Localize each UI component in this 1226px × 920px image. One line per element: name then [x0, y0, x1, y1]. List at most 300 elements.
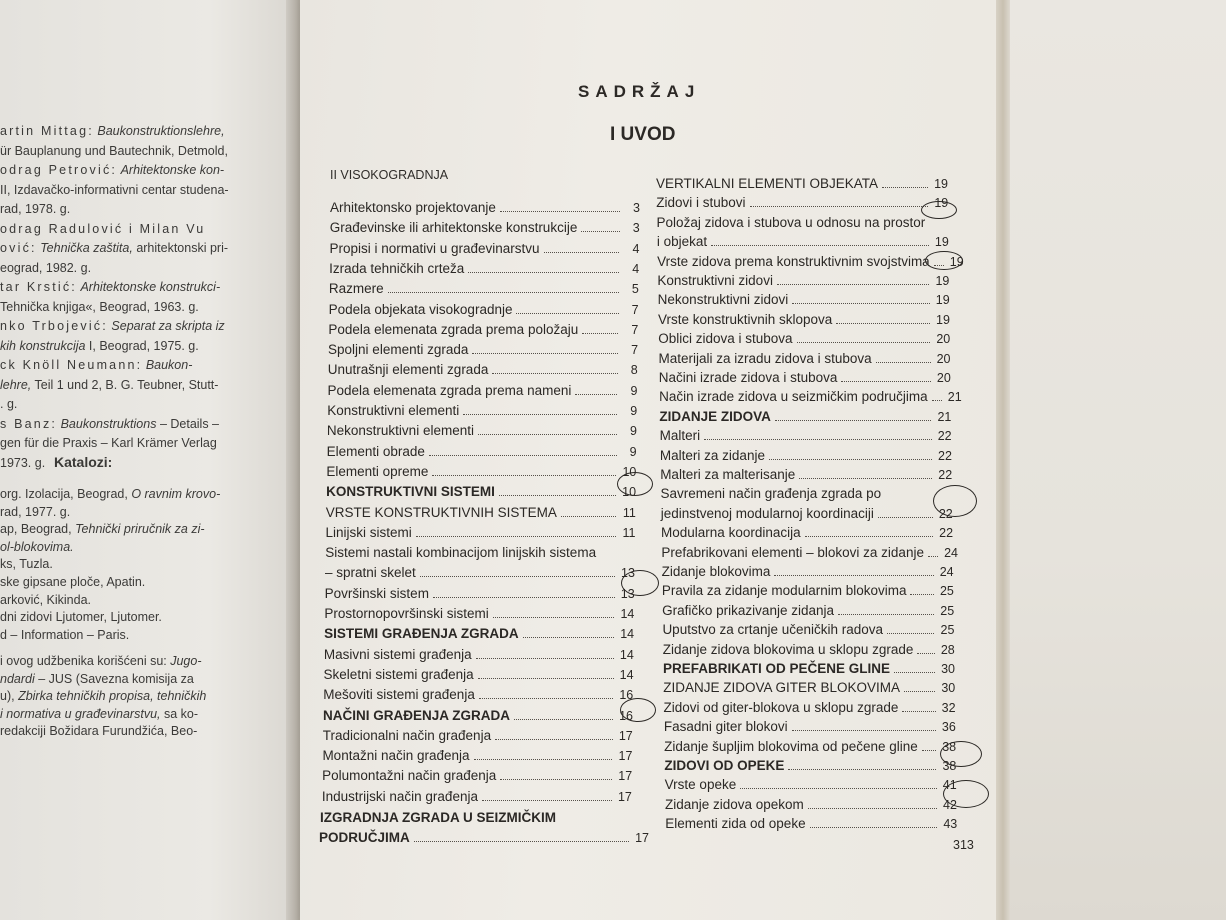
toc-entry: [324, 626, 634, 642]
toc-page-number: 20: [936, 351, 951, 366]
dot-leader: [582, 322, 618, 334]
line-fragment: II, Izdavačko-informativni centar studena-: [0, 182, 229, 197]
toc-entry: [662, 583, 954, 599]
toc-page-number: 4: [632, 261, 640, 276]
line-fragment: 1973. g.: [0, 455, 46, 470]
line-fragment: . g.: [0, 397, 18, 411]
bibliography-line: [0, 540, 74, 554]
toc-entry: [326, 505, 636, 521]
line-fragment: Separat za skripta iz: [111, 319, 225, 333]
dot-leader: [740, 777, 936, 789]
toc-entry-title: Vrste konstruktivnih sklopova: [657, 311, 833, 327]
toc-entry: [329, 302, 639, 318]
toc-entry-title: Masivni sistemi građenja: [323, 646, 472, 662]
line-fragment: Tehnička knjiga«, Beograd, 1963. g.: [0, 299, 199, 314]
dot-leader: [493, 606, 615, 618]
toc-entry: [325, 586, 635, 602]
toc-entry-title: Tradicionalni način građenja: [322, 727, 492, 743]
toc-entry-title: ZIDANJE ZIDOVA GITER BLOKOVIMA: [663, 680, 901, 696]
toc-entry-title: Površinski sistem: [324, 585, 429, 601]
dot-leader: [777, 273, 929, 285]
toc-page-number: 43: [943, 817, 958, 832]
toc-page-number: 13: [620, 586, 635, 601]
toc-page-number: 22: [939, 526, 954, 541]
toc-page-number: 3: [632, 221, 640, 236]
pen-circle-mark: [940, 741, 982, 767]
toc-page-number: 42: [943, 797, 957, 812]
dot-leader: [474, 748, 613, 760]
toc-entry: [661, 506, 953, 522]
toc-entry: [663, 661, 955, 677]
toc-page-number: 16: [619, 708, 633, 723]
toc-entry: [664, 700, 956, 716]
pen-circle-mark: [925, 251, 963, 270]
toc-entry-title: Nekonstruktivni elementi: [326, 423, 474, 439]
bibliography-line: [0, 339, 199, 353]
toc-entry: [658, 331, 950, 347]
toc-page-number: 19: [935, 293, 950, 308]
dot-leader: [479, 687, 613, 699]
dot-leader: [478, 423, 617, 435]
toc-entry: [327, 383, 637, 399]
toc-entry-title: ZIDANJE ZIDOVA: [659, 408, 771, 424]
toc-entry-title: Zidanje zidova opekom: [664, 796, 804, 812]
toc-entry-title: Zidanje blokovima: [661, 564, 771, 579]
dot-leader: [876, 351, 931, 363]
dot-leader: [544, 241, 620, 253]
toc-page-number: 9: [630, 383, 638, 398]
toc-entry-title: Malteri za zidanje: [659, 447, 765, 463]
dot-leader: [769, 448, 932, 460]
toc-entry-seizmicki-a: IZGRADNJA ZGRADA U SEIZMIČKIM: [320, 810, 556, 825]
toc-entry: [661, 525, 953, 541]
toc-page-number: 25: [940, 623, 955, 638]
bibliography-line: [0, 628, 129, 642]
toc-entry: [657, 273, 949, 289]
toc-page-number: 11: [622, 525, 636, 540]
bibliography-line: [0, 241, 228, 255]
dot-leader: [420, 565, 615, 577]
toc-entry-title: Polumontažni način građenja: [322, 768, 497, 784]
line-fragment: eograd, 1982. g.: [0, 260, 92, 275]
dot-leader: [711, 234, 929, 246]
toc-entry-title: Mešoviti sistemi građenja: [323, 687, 475, 703]
toc-entry: [324, 606, 634, 622]
bibliography-line: [0, 505, 70, 519]
toc-page-number: 19: [934, 235, 949, 250]
page-number: 313: [953, 838, 974, 852]
toc-entry-title: ZIDOVI OD OPEKE: [664, 758, 785, 773]
toc-entry: [327, 423, 637, 439]
toc-page-number: 13: [621, 566, 635, 581]
dot-leader: [495, 728, 613, 740]
toc-entry-title: Modularna koordinacija: [661, 525, 801, 541]
toc-page-number: 5: [631, 282, 639, 297]
toc-entry-title: Oblici zidova i stubova: [658, 331, 793, 347]
toc-page-number: 17: [618, 728, 633, 743]
bibliography-line: [0, 124, 225, 138]
bibliography-line: [0, 144, 228, 158]
line-fragment: gen für die Praxis – Karl Krämer Verlag: [0, 436, 217, 450]
dot-leader: [836, 312, 930, 324]
toc-page-number: 19: [936, 312, 950, 327]
dot-leader: [775, 409, 931, 421]
toc-entry: [329, 281, 639, 297]
dot-leader: [887, 622, 934, 634]
toc-entry-title: Konstruktivni elementi: [327, 403, 460, 418]
line-fragment: rad, 1977. g.: [0, 504, 71, 519]
bibliography-line: [0, 557, 53, 571]
toc-entry-title: Unutrašnji elementi zgrada: [327, 362, 489, 378]
bibliography-line: [0, 280, 220, 294]
toc-entry: [665, 797, 957, 813]
toc-page-number: 21: [947, 390, 962, 405]
dot-leader: [904, 680, 935, 692]
toc-entry-title: – spratni skelet: [324, 565, 416, 581]
line-fragment: rad, 1978. g.: [0, 202, 71, 216]
toc-entry: [663, 642, 955, 658]
toc-entry: [327, 403, 637, 419]
dot-leader: [704, 428, 931, 440]
toc-entry-title: Elementi zida od opeke: [665, 816, 806, 832]
toc-entry: [660, 428, 952, 444]
toc-entry-title: Nekonstruktivni zidovi: [657, 292, 789, 308]
line-fragment: Arhitektonske konstrukci-: [80, 280, 221, 294]
toc-entry: [326, 525, 636, 541]
line-fragment: artin Mittag:: [0, 124, 94, 138]
toc-page-number: 24: [939, 565, 954, 579]
dot-leader: [500, 768, 612, 780]
dot-leader: [416, 525, 616, 537]
line-fragment: O ravnim krovo-: [131, 487, 221, 501]
dot-leader: [932, 389, 942, 401]
toc-entry-title: Konstruktivni zidovi: [657, 273, 773, 288]
bibliography-line: [0, 724, 197, 738]
dot-leader: [472, 342, 618, 354]
bibliography-line: [0, 522, 205, 536]
pen-circle-mark: [943, 780, 989, 808]
line-fragment: Tehnički priručnik za zi-: [75, 522, 205, 537]
dot-leader: [432, 464, 616, 476]
toc-page-number: 38: [942, 739, 957, 754]
toc-entry: [327, 444, 637, 460]
line-fragment: – JUS (Savezna komisija za: [34, 671, 194, 686]
toc-page-number: 9: [629, 424, 637, 439]
line-fragment: d – Information – Paris.: [0, 627, 130, 642]
toc-entry-title: Propisi i normativi u građevinarstvu: [329, 240, 540, 256]
toc-entry-title: VERTIKALNI ELEMENTI OBJEKATA: [656, 176, 879, 191]
toc-page-number: 14: [619, 647, 634, 662]
toc-page-number: 22: [938, 468, 953, 482]
line-fragment: i normativa u građevinarstvu,: [0, 706, 161, 721]
toc-entry: [324, 647, 634, 663]
toc-page-number: 19: [934, 196, 949, 211]
dot-leader: [750, 195, 929, 207]
toc-entry: [328, 322, 638, 338]
line-fragment: – Details –: [156, 416, 219, 431]
toc-entry: [663, 680, 955, 696]
dot-leader: [928, 545, 938, 557]
toc-entry: [329, 241, 639, 257]
toc-entry-title: Elementi obrade: [326, 443, 425, 459]
toc-entry: [322, 789, 632, 805]
toc-page-number: 10: [622, 485, 637, 500]
line-fragment: redakciji Božidara Furundžića, Beo-: [0, 724, 198, 739]
dot-leader: [463, 403, 617, 415]
toc-entry: [324, 667, 634, 683]
line-fragment: Jugo-: [170, 654, 202, 668]
pen-circle-mark: [621, 570, 659, 596]
toc-entry-title: Malteri: [659, 428, 701, 444]
toc-entry-title: Podela elemenata zgrada prema položaju: [328, 321, 579, 337]
toc-entry: [657, 234, 949, 250]
dot-leader: [581, 220, 619, 232]
toc-page-number: 8: [630, 363, 638, 378]
dot-leader: [902, 700, 935, 712]
pen-circle-mark: [617, 472, 653, 496]
toc-page-number: 30: [941, 662, 955, 676]
toc-entry: [658, 292, 950, 308]
dot-leader: [482, 789, 612, 801]
toc-page-number: 24: [944, 545, 958, 560]
toc-page-number: 38: [942, 759, 957, 773]
toc-entry: [323, 687, 633, 703]
toc-entry: [330, 200, 640, 216]
toc-entry-title: Način izrade zidova u seizmičkim područjima: [659, 389, 928, 405]
dot-leader: [514, 708, 613, 720]
toc-entry: [325, 565, 635, 581]
toc-page-number: 17: [618, 769, 633, 784]
toc-entry-title: KONSTRUKTIVNI SISTEMI: [326, 484, 495, 500]
toc-entry: [662, 603, 954, 619]
toc-entry-title: Uputstvo za crtanje učeničkih radova: [662, 622, 884, 638]
toc-page-number: 22: [938, 506, 953, 521]
line-fragment: arković, Kikinda.: [0, 592, 92, 607]
toc-entry: [656, 176, 948, 192]
toc-entry-title: Izrada tehničkih crteža: [329, 260, 465, 276]
toc-entry-title: Materijali za izradu zidova i stubova: [658, 350, 872, 366]
dot-leader: [388, 281, 619, 293]
toc-entry: [659, 370, 951, 386]
toc-page-number: 19: [935, 274, 950, 288]
toc-entry: [656, 195, 948, 211]
toc-entry: [661, 544, 958, 561]
line-fragment: odrag Radulović i Milan Vu: [0, 221, 206, 236]
toc-entry: [328, 342, 638, 358]
pen-circle-mark: [620, 698, 656, 722]
toc-page-number: 20: [936, 332, 951, 347]
toc-entry: [326, 484, 636, 500]
line-fragment: ndardi: [0, 671, 35, 686]
line-fragment: Baukon-: [145, 358, 193, 372]
bibliography-line: [0, 456, 45, 470]
pen-circle-mark: [921, 201, 957, 219]
toc-entry-title: Montažni način građenja: [322, 748, 470, 764]
section-title: I UVOD: [610, 124, 676, 145]
bibliography-line: [0, 707, 198, 721]
toc-entry: [330, 220, 640, 236]
toc-page-number: 10: [622, 464, 637, 479]
toc-entry: [662, 622, 954, 638]
left-page: [0, 0, 300, 920]
toc-entry: [659, 409, 951, 425]
line-fragment: tar Krstić:: [0, 280, 77, 294]
toc-entry-title: Fasadni giter blokovi: [663, 719, 788, 735]
toc-entry-title: Zidanje šupljim blokovima od pečene gline: [664, 738, 918, 754]
toc-entry-title: Industrijski način građenja: [321, 788, 478, 804]
dot-leader: [561, 505, 616, 517]
toc-entry-title: Zidanje zidova blokovima u sklopu zgrade: [662, 641, 914, 657]
dot-leader: [468, 261, 619, 273]
bibliography-line: [0, 689, 206, 703]
toc-page-number: 36: [941, 720, 956, 735]
line-fragment: u),: [0, 689, 19, 704]
line-fragment: Tehnička zaštita,: [40, 241, 133, 255]
bibliography-line: [0, 163, 224, 177]
toc-entry-title: Zidovi od giter-blokova u sklopu zgrade: [663, 699, 899, 715]
toc-entry-title: Prostornopovršinski sistemi: [324, 606, 489, 621]
toc-entry-title: Linijski sistemi: [325, 524, 412, 540]
dot-leader: [838, 603, 934, 615]
toc-entry: Sistemi nastali kombinacijom linijskih sistema: [325, 545, 597, 561]
line-fragment: org. Izolacija, Beograd,: [0, 487, 132, 501]
dot-leader: [882, 176, 928, 188]
bibliography-line: [0, 300, 199, 314]
line-fragment: lehre,: [0, 377, 32, 392]
bibliography-line: [0, 436, 217, 450]
line-fragment: s Banz:: [0, 416, 58, 431]
toc-page-number: 19: [949, 254, 964, 269]
toc-entry: [664, 739, 956, 755]
pen-circle-mark: [933, 485, 977, 517]
bibliography-line: [0, 183, 229, 197]
line-fragment: Baukonstruktions: [60, 416, 157, 431]
toc-entry: [328, 362, 638, 378]
bibliography-line: [0, 417, 219, 431]
line-fragment: ović:: [0, 241, 37, 255]
column-heading: II VISOKOGRADNJA: [330, 168, 449, 182]
toc-page-number: 22: [937, 429, 952, 444]
toc-entry: [659, 389, 962, 405]
bibliography-line: [0, 202, 70, 216]
bibliography-line: [0, 222, 205, 236]
toc-entry-title: Građevinske ili arhitektonske konstrukcije: [329, 220, 578, 236]
toc-entry: [665, 777, 957, 793]
toc-entry-title: jedinstvenoj modularnoj koordinaciji: [660, 505, 874, 521]
dot-leader: [917, 642, 934, 654]
toc-page-number: 30: [941, 681, 956, 696]
toc-entry: [329, 261, 639, 277]
toc-page-number: 28: [940, 642, 955, 657]
dot-leader: [799, 467, 932, 479]
bibliography-line: [0, 319, 225, 333]
dot-leader: [878, 506, 933, 518]
toc-entry-title: Načini izrade zidova i stubova: [658, 370, 838, 385]
bibliography-line: [0, 654, 202, 668]
dot-leader: [429, 444, 617, 456]
bibliography-line: [0, 672, 194, 686]
line-fragment: ol-blokovima.: [0, 539, 74, 554]
line-fragment: sa ko-: [160, 706, 199, 721]
toc-entry-title: PREFABRIKATI OD PEČENE GLINE: [663, 661, 891, 676]
dot-leader: [894, 661, 935, 673]
toc-title: SADRŽAJ: [578, 82, 701, 101]
dot-leader: [841, 370, 930, 382]
dot-leader: [788, 758, 936, 770]
toc-page-number: 17: [618, 749, 633, 764]
toc-page-number: 16: [619, 688, 634, 703]
toc-page-number: 25: [940, 603, 955, 618]
toc-entry-title: SISTEMI GRAĐENJA ZGRADA: [324, 626, 519, 642]
bibliography-line: [0, 610, 162, 624]
toc-page-number: 17: [617, 789, 632, 804]
toc-entry-title: Zidovi i stubovi: [656, 195, 746, 211]
toc-entry-title: Arhitektonsko projektovanje: [330, 200, 496, 215]
line-fragment: I, Beograd, 1975. g.: [85, 338, 199, 353]
toc-entry-title: Skeletni sistemi građenja: [323, 666, 474, 682]
line-fragment: dni zidovi Ljutomer, Ljutomer.: [0, 610, 162, 625]
toc-entry-seizmicki-b: PODRUČJIMA 17: [319, 830, 649, 845]
bibliography-line: [0, 378, 218, 392]
line-fragment: ks, Tuzla.: [0, 557, 53, 572]
toc-entry: [659, 351, 951, 367]
dot-leader: [478, 667, 614, 679]
toc-entry-title: Elementi opreme: [326, 463, 429, 479]
toc-entry: [658, 312, 950, 328]
toc-entry: [662, 564, 954, 580]
toc-entry: [664, 719, 956, 735]
line-fragment: ck Knöll Neumann:: [0, 358, 143, 372]
dot-leader: [523, 626, 614, 638]
toc-entry: [664, 758, 956, 774]
dot-leader: [499, 484, 616, 496]
toc-entry-title: Vrste zidova prema konstruktivnim svojstvima: [657, 253, 930, 269]
dot-leader: [492, 362, 617, 374]
toc-page-number: 14: [620, 607, 635, 621]
toc-entry: [322, 768, 632, 784]
bibliography-line: [0, 261, 91, 275]
dot-leader: [810, 816, 938, 828]
toc-page-number: 41: [942, 778, 957, 793]
dot-leader: [792, 292, 929, 304]
dot-leader: [797, 331, 931, 343]
dot-leader: [516, 302, 618, 314]
toc-page-number: 14: [619, 667, 634, 682]
line-fragment: nko Trbojević:: [0, 319, 108, 333]
toc-entry-title: Pravila za zidanje modularnim blokovima: [661, 583, 907, 599]
toc-page-number: 4: [632, 241, 640, 256]
dot-leader: [575, 383, 617, 395]
dot-leader: [476, 647, 614, 659]
toc-entry-title: Podela elemenata zgrada prema nameni: [327, 382, 572, 398]
toc-entry-title: VRSTE KONSTRUKTIVNIH SISTEMA: [325, 504, 557, 520]
page-edge: [996, 0, 1010, 920]
toc-entry-title: i objekat: [656, 234, 708, 250]
toc-entry-title: Malteri za malterisanje: [660, 467, 796, 482]
toc-entry: [657, 253, 964, 270]
toc-entry-title: Grafičko prikazivanje zidanja: [662, 602, 834, 618]
dot-leader: [774, 564, 933, 576]
dot-leader: [792, 719, 936, 731]
toc-entry: Položaj zidova i stubova u odnosu na prostor: [656, 214, 926, 230]
toc-entry-title: Razmere: [328, 281, 384, 297]
toc-entry-title: Podela objekata visokogradnje: [328, 301, 513, 317]
bibliography-line: [0, 593, 91, 607]
toc-page-number: 9: [629, 444, 637, 459]
dot-leader: [910, 583, 933, 595]
line-fragment: ür Bauplanung und Bautechnik, Detmold,: [0, 143, 228, 158]
toc-page-number: 21: [937, 409, 952, 424]
